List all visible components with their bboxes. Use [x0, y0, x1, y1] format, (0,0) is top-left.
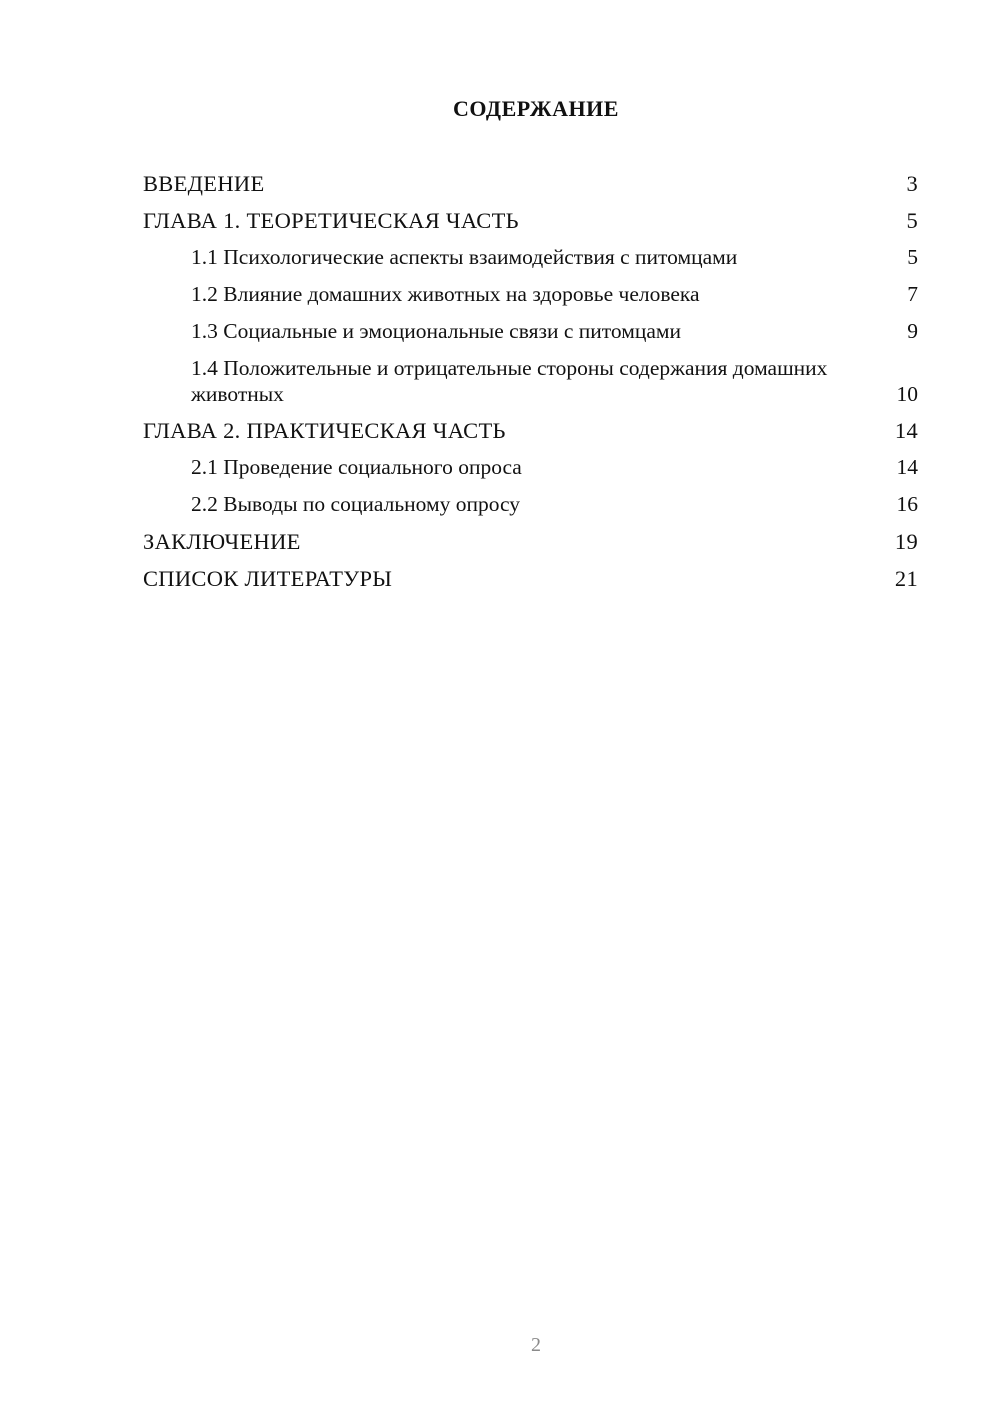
toc-entry-label: 2.1 Проведение социального опроса [191, 455, 522, 479]
toc-entry-introduction[interactable] [143, 170, 918, 197]
toc-entry-page: 19 [894, 529, 918, 554]
table-of-contents [143, 170, 918, 602]
toc-entry-page: 10 [896, 382, 918, 406]
toc-entry-chapter-1[interactable] [143, 207, 918, 234]
toc-entry-section-2-1[interactable] [143, 454, 918, 481]
toc-entry-label: ГЛАВА 2. ПРАКТИЧЕСКАЯ ЧАСТЬ [143, 418, 506, 443]
toc-entry-page: 14 [894, 418, 918, 443]
toc-entry-label: ВВЕДЕНИЕ [143, 171, 265, 196]
toc-heading: СОДЕРЖАНИЕ [453, 96, 619, 121]
toc-entry-label: 1.2 Влияние домашних животных на здоровье человека [191, 282, 700, 306]
toc-entry-label: ГЛАВА 1. ТЕОРЕТИЧЕСКАЯ ЧАСТЬ [143, 208, 519, 233]
toc-entry-page: 9 [907, 319, 918, 343]
toc-entry-page: 16 [896, 492, 918, 516]
toc-entry-page: 7 [907, 282, 918, 306]
toc-entry-page: 5 [906, 208, 918, 233]
toc-entry-page: 14 [896, 455, 918, 479]
toc-entry-section-1-4[interactable] [143, 355, 918, 407]
toc-entry-label: 1.4 Положительные и отрицательные стороны содержания домашних животных [191, 356, 828, 406]
toc-entry-section-1-2[interactable] [143, 281, 918, 308]
toc-entry-label: 2.2 Выводы по социальному опросу [191, 492, 521, 516]
toc-entry-section-1-1[interactable] [143, 244, 918, 271]
toc-entry-section-1-3[interactable] [143, 318, 918, 345]
toc-entry-page: 5 [907, 245, 918, 269]
toc-entry-label: СПИСОК ЛИТЕРАТУРЫ [143, 566, 393, 591]
toc-entry-label: 1.1 Психологические аспекты взаимодействия с питомцами [191, 245, 738, 269]
toc-entry-label: 1.3 Социальные и эмоциональные связи с питомцами [191, 319, 681, 343]
page-number: 2 [531, 1334, 541, 1356]
toc-entry-page: 21 [894, 566, 918, 591]
toc-entry-section-2-2[interactable] [143, 491, 918, 518]
toc-entry-page: 3 [906, 171, 918, 196]
toc-entry-conclusion[interactable] [143, 528, 918, 555]
toc-entry-chapter-2[interactable] [143, 417, 918, 444]
toc-entry-references[interactable] [143, 565, 918, 592]
toc-entry-label: ЗАКЛЮЧЕНИЕ [143, 529, 301, 554]
